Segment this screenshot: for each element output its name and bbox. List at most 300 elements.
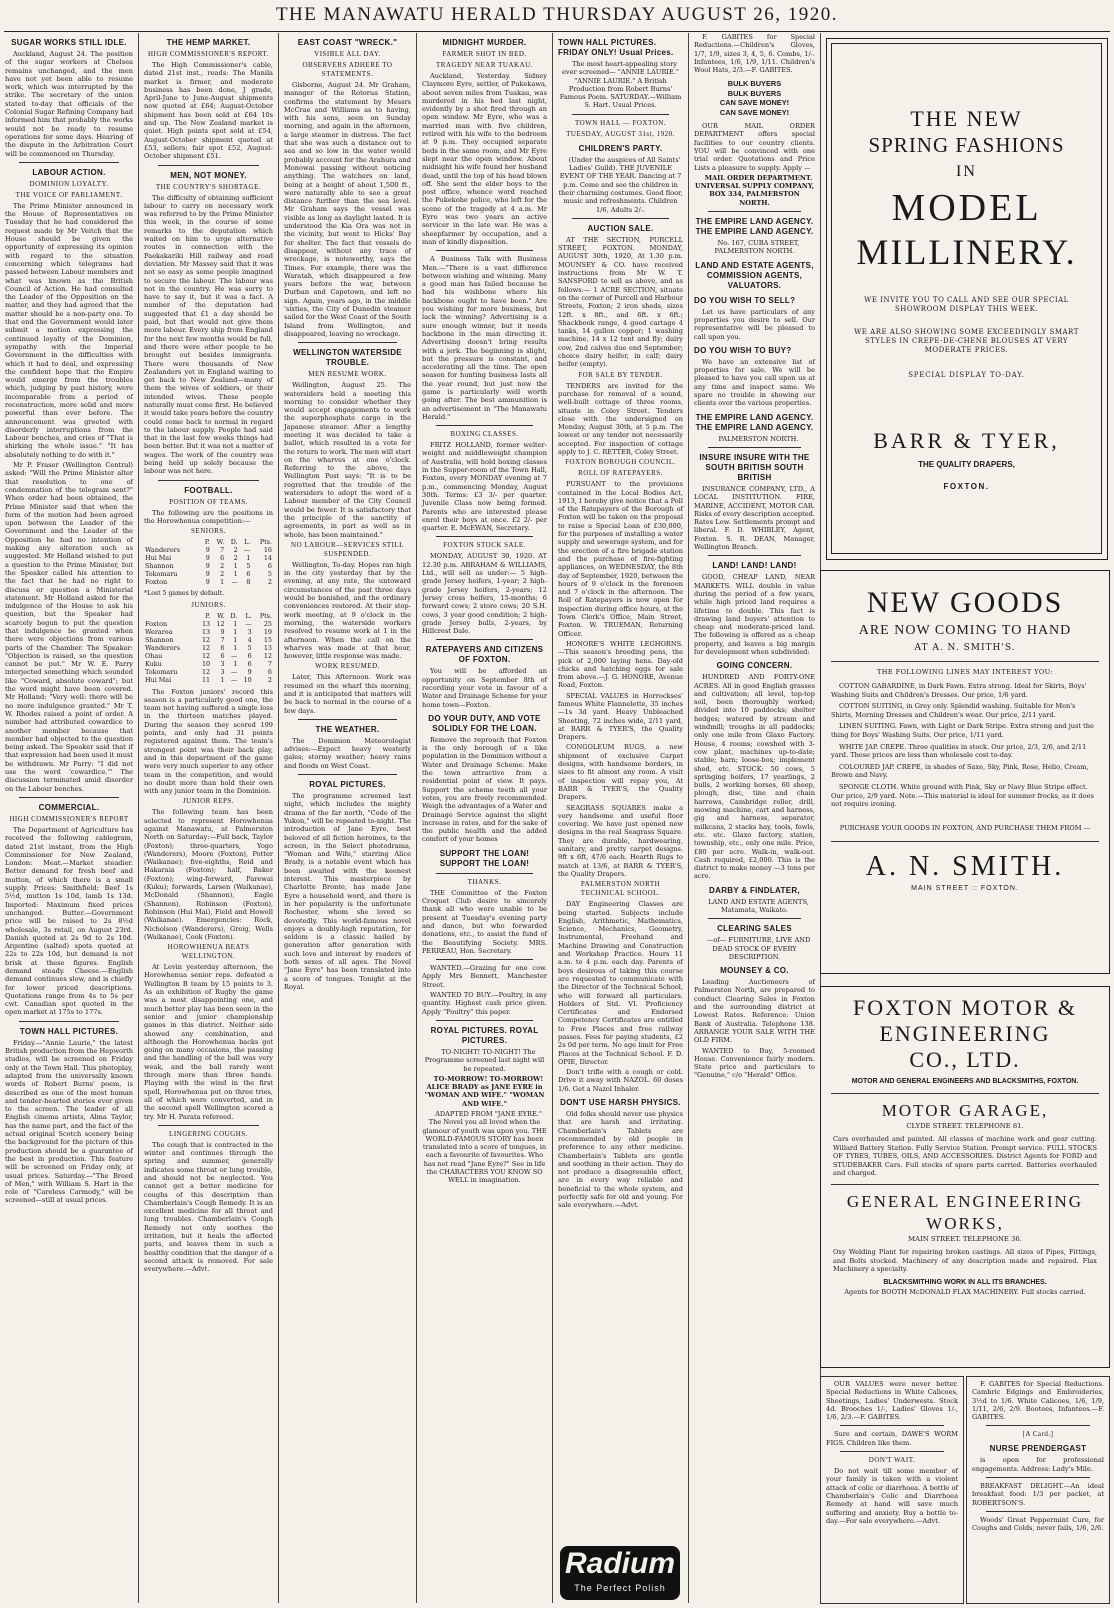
table-cell: 9 bbox=[247, 667, 252, 676]
table-cell: 16 bbox=[263, 546, 272, 555]
column-5 bbox=[553, 33, 688, 1603]
table-cell: 5 bbox=[246, 562, 251, 571]
ad-motor-line: FOXTON MOTOR & bbox=[853, 995, 1077, 1020]
radium-logo-tagline: The Perfect Polish bbox=[574, 1583, 666, 1593]
table-cell: Ohau bbox=[145, 651, 163, 660]
table-row bbox=[144, 660, 273, 668]
ad-works-text: Oxy Welding Plant for repairing broken castings. All sizes of Pipes, Fittings, and Bolts stocked. Machinery of any description made and repaired. Flax Machinery a specialty. bbox=[833, 1247, 1097, 1274]
headline-royal-pictures: ROYAL PICTURES. bbox=[309, 780, 386, 790]
ad-foxton-motor bbox=[820, 986, 1110, 1368]
article-no-labour: Wellington, To-day. Hopes ran high in the city yesterday that by the evening, at any rate, the untoward circumstances of the past three days would be banished, and the ordinary conveniences restored. At their stop-work meeting, at 9 o'clock in the morning, the waterside workers resolved to resume work at 1 in the afternoon. When the call on the wharves was made at that hour, however, little response was made. bbox=[284, 560, 411, 661]
article-east-coast-wreck: Gisborne, August 24. Mr Graham, manager of the Rotorua Station, confirms the statement by Messrs McCrae and Williams as to having, with his sons, seen on Sunday morning, and again in the afternoon, a large steamer in distress. The fact that she was such a distance out to sea and so low in the water would probably account for the Arahura and Monowai passing without noticing anything. The watchers on land, being at a height of about 1,500 ft., were naturally able to see a great distance further than the sea level. Mr Graham says the vessel was visible as long as daylight lasted. It is understood the Kia Ora was not in the vicinity, but went to Hicks' Bay for shelter. The fact that vessels do disappear, without any trace of wreckage, is noteworthy, says the Times. For example, there was the Waratah, which disappeared a few years before the war, between Durban and Capetown, and left no sign. Again, years ago, in the middle 'sixties, the City of Dunedin steamer sailed for the West Coast of the South Island from Wellington, and disappeared, leaving no wreckage. bbox=[284, 81, 411, 338]
table-row bbox=[144, 620, 273, 628]
table-cell: 6 bbox=[247, 659, 252, 668]
article-separator bbox=[19, 797, 119, 798]
ad-chamberlain-tablets: Old folks should never use physics that are harsh and irritating. Chamberlain's Tablets are recommended by old people in preference to any other medicine. Chamberlain's Tablets are gentle and soothing in their action. They do not produce a disagreeable effect, are in every way reliable and beneficial to the whole system, and perfectly safe for old and young. For sale everywhere.—Advt. bbox=[558, 1110, 683, 1210]
headline-weather: THE WEATHER. bbox=[315, 724, 380, 734]
article-work-resumed: Later, This Afternoon. Work was resumed on the wharf this morning, and it is anticipated that matters will be back to normal in the course of a few days. bbox=[284, 673, 411, 715]
article-commercial: The Department of Agriculture has received the following cablegram, dated 21st instant, from the High Commissioner for New Zealand, London: Meat.—Market steadier. Better demand for fresh beef and mutton, of which there is a small supply. Prices: Smithfield: Beef 1s 5½d, mutton 1s 10d, lamb 1s 13d. Imported: Maximum fixed prices unchanged. Butter.—Government price will be raised to 2s 8½d wholesale, 3s retail, on August 23rd. Danish quoted at 2s 9d to 2s 10d. Argentine (salted) spots quoted at 22s to 22s 10d, but demand is not brisk at these figures. English demand steady. Cheese.—English demand continues slow, and is chiefly for lower priced descriptions. Quotations range from 4s to 5s per cwt. Canadian spot quoted in the open market at 175s to 177s. bbox=[5, 825, 133, 1017]
table-cell: Hui Mai bbox=[145, 675, 172, 684]
bulk-line: CAN SAVE MONEY! bbox=[719, 107, 790, 117]
ad-tonight: TO-NIGHT! TO-NIGHT! The Programme screened last night will be repeated. bbox=[424, 1047, 545, 1073]
ad-smith-items bbox=[821, 677, 1109, 814]
table-header bbox=[144, 538, 200, 546]
table-header: W. bbox=[216, 538, 225, 547]
article-separator bbox=[840, 1451, 944, 1452]
masthead: THE MANAWATU HERALD THURSDAY AUGUST 26, 1920. bbox=[275, 4, 839, 25]
table-header: L. bbox=[244, 538, 251, 547]
table-cell: 12 bbox=[201, 667, 211, 676]
table-cell: 6 bbox=[267, 667, 272, 676]
article-football-juniors: The Foxton juniors' record this season is a particularly good one, the team not having suffered a single loss in the thirteen matches played. During the season they scored 199 points, and only had 31 points registered against them. The team's strongest point was their back play, and in this department of the game were very much superior to any other team in the competition, and would no doubt more than hold their own with any junior team in the Dominion. bbox=[144, 687, 273, 796]
ad-motor-sub: MOTOR AND GENERAL ENGINEERS AND BLACKSMITHS, FOXTON. bbox=[851, 1078, 1079, 1085]
table-cell: 1 bbox=[220, 578, 225, 587]
table-row bbox=[144, 644, 273, 652]
table-row bbox=[144, 628, 273, 636]
ad-seagrass: SEAGRASS SQUARES make a very handsome and useful floor covering. We have just opened new designs in the real Seagrass Square. They are durable, hardwearing, sanitary, and pretty carpet designs. 9ft x 6ft, 47/6 each. Hearth Rugs to match at 13/6, at BARR & TYER'S, the Quality Drapers. bbox=[558, 803, 683, 878]
article-separator bbox=[708, 447, 801, 448]
table-cell: 6 bbox=[220, 643, 225, 652]
table-cell: 7 bbox=[220, 546, 225, 555]
article-separator bbox=[986, 1425, 1090, 1426]
table-cell: 7 bbox=[220, 635, 225, 644]
table-cell: 6 bbox=[267, 562, 272, 571]
headline-town-hall-ad: TOWN HALL PICTURES. FRIDAY ONLY! Usual Prices. bbox=[558, 38, 674, 57]
table-cell: 3 bbox=[247, 627, 252, 636]
article-separator bbox=[298, 719, 397, 720]
ad-nurse: is open for professional engagements. Address: Lady's Mile. bbox=[972, 1456, 1104, 1473]
headline-town-hall-pictures: TOWN HALL PICTURES. bbox=[19, 1026, 119, 1036]
ad-leghorns: HONORE'S WHITE LEGHORNS. —This season's breeding pens, the pick of 2,000 laying hens. Day-old chicks and hatching eggs for sale from above.—J. G. HONORE, Avenue Road, Foxton. bbox=[558, 639, 683, 690]
table-header: P. bbox=[204, 538, 210, 547]
headline-hemp-market: THE HEMP MARKET. bbox=[166, 38, 251, 47]
table-cell: 10 bbox=[243, 675, 252, 684]
ad-smith-intro: THE FOLLOWING LINES MAY INTEREST YOU: bbox=[876, 668, 1054, 676]
ad-works-blacksmith: BLACKSMITHING WORK IN ALL ITS BRANCHES. bbox=[883, 1278, 1047, 1286]
article-labour-action: The Prime Minister announced in the House of Representatives on Tuesday that he had considered the request made by Mr Veitch that the House should be given the opportunity of expressing its opinion with regard to the situation concerning which telegrams had passed between Labour members and what was known as the British Council of Action. He had consulted the Leader of the Opposition on the matter, and they had agreed that the matter should be a non-party one. To that end the Government would later submit a motion expressing the continued loyalty of the Dominion, sympathy with the Imperial Government in the difficulties with which it had to deal, and expressing the confident hope that the Empire would emerge from the troubles which, judging by past history, were incomparable from a period of reconstruction, more solid and more powerful than ever before. The announcement was greeted with disorderly interruptions from the Labour benches, and cries of "That is shirking the whole issue." "It has absolutely nothing to do with it." bbox=[5, 201, 133, 459]
subheadline-party-date: TUESDAY, AUGUST 31st, 1920. bbox=[566, 129, 675, 138]
table-cell: 1 bbox=[233, 659, 238, 668]
ad-darby-address: LAND AND ESTATE AGENTS, Matamata, Waikato. bbox=[708, 897, 809, 914]
juniors-title: JUNIORS. bbox=[191, 600, 226, 609]
radium-polish-logo bbox=[560, 1546, 680, 1600]
table-cell: 7 bbox=[267, 659, 272, 668]
ad-divider bbox=[831, 661, 1099, 662]
column-4 bbox=[417, 33, 552, 1603]
table-cell: 13 bbox=[201, 619, 211, 628]
ad-barr-display: SPECIAL DISPLAY TO-DAY. bbox=[908, 371, 1025, 379]
article-separator bbox=[436, 639, 533, 640]
article-separator bbox=[572, 114, 669, 115]
table-cell: — bbox=[230, 675, 238, 684]
card-label: [A Card.] bbox=[1022, 1430, 1054, 1439]
subheadline-voice-parliament: THE VOICE OF PARLIAMENT. bbox=[15, 190, 123, 199]
list-item: COTTON GABARDINE, in Dark Fawn. Extra strong. Ideal for Skirts, Boys' Washing Suits and Children's Dresses. Our price, 1/6 yard. bbox=[831, 682, 1087, 699]
subheadline-work-resumed: WORK RESUMED. bbox=[315, 662, 380, 671]
article-midnight-murder: Auckland, Yesterday. Sidney Claymore Eyre, settler, of Pukekawa, about seven miles from Tuakau, was murdered in his bed last night, evidently by a shot fired through an open window. Mr Eyre, who was a married man with five children, retired with his wife to the bedroom at 9 p.m. They occupied separate beds in the same room, and Mr Eyre slept near the open window. About midnight his wife found her husband dead, until the top of his head blown off. She sent the elder boys to the post office, whence word reached the Pukekohe police, who left for the scene of the tragedy at 4 a.m. Mr Eyre was two years an active servicer in the late war. He was a sheepfarmer by occupation, and a man of kindly disposition. bbox=[422, 72, 547, 246]
ad-wanted-house: WANTED to Buy, 5-roomed House. Convenience fairly modern. State price and particulars to "Genuine," c/o "Herald" Office. bbox=[694, 1046, 815, 1080]
radium-logo-text: Radium bbox=[564, 1547, 675, 1580]
table-cell: 12 bbox=[201, 651, 211, 660]
bulk-line: BULK BUYERS bbox=[727, 79, 782, 89]
article-separator bbox=[436, 425, 533, 426]
table-cell: 6 bbox=[247, 651, 252, 660]
table-cell: — bbox=[231, 578, 238, 587]
headline-wish-sell: DO YOU WISH TO SELL? bbox=[694, 295, 796, 305]
table-cell: 8 bbox=[246, 578, 251, 587]
bulk-buyers-block bbox=[694, 79, 815, 117]
headline-insure: INSURE INSURE WITH THE SOUTH BRITISH SOUTH BRITISH bbox=[699, 452, 810, 482]
ad-jane-eyre: ADAPTED FROM "JANE EYRE." The Novel you all loved when the glamour of youth was upon you. THE WORLD-FAMOUS STORY has been translated into a score of tongues, in each a favourite of favourites. Who has not read "Jane Eyre?" See in life the CHARACTERS YOU KNOW SO WELL in imagination. bbox=[422, 1109, 547, 1185]
table-cell: 11 bbox=[201, 675, 211, 684]
table-header: Pts. bbox=[259, 538, 272, 547]
table-cell: 25 bbox=[263, 619, 272, 628]
headline-labour-action: LABOUR ACTION. bbox=[32, 167, 106, 177]
subheadline-tragedy-tuakau: TRAGEDY NEAR TUAKAU. bbox=[436, 61, 533, 69]
ad-motor-garage: MOTOR GARAGE, bbox=[881, 1101, 1049, 1120]
bottom-left-ads bbox=[820, 1376, 964, 1604]
seniors-title: SENIORS. bbox=[191, 527, 226, 536]
table-cell: Shannon bbox=[145, 635, 174, 644]
table-row bbox=[144, 668, 273, 676]
table-cell: 9 bbox=[205, 578, 210, 587]
article-separator bbox=[158, 480, 259, 481]
article-separator bbox=[708, 211, 801, 212]
ad-motor-garage-address: CLYDE STREET. TELEPHONE 81. bbox=[906, 1122, 1024, 1130]
table-cell: 5 bbox=[247, 643, 252, 652]
list-item: SPONGE CLOTH. White ground with Pink, Sky or Navy Blue Stripe effect. Our price, 2/9 yard. Note.—This material is ideal for summer frocks, as it does not require ironing. bbox=[831, 782, 1094, 809]
ad-works-address: MAIN STREET. TELEPHONE 36. bbox=[908, 1234, 1022, 1243]
ad-empire-place: PALMERSTON NORTH. bbox=[718, 434, 799, 443]
table-cell: Kuku bbox=[145, 659, 162, 668]
subheadline-boxing-classes: BOXING CLASSES. bbox=[450, 430, 519, 439]
column-1 bbox=[0, 33, 138, 1603]
article-lingering-coughs: The cough that is contracted in the winter and continues through the spring and summer, generally indicates some throat or lung trouble, and should not be neglected. You cannot get a better medicine for coughs of this description than Chamberlain's Cough Remedy. It is an excellent medicine for all throat and lung troubles. Chamberlain's Cough Remedy not only soothes the irritation, but it heals the affected parts, and leaves them in such a healthy condition that the danger of a second attack is removed. For sale everywhere.—Advt. bbox=[144, 1140, 273, 1274]
article-town-hall-pictures: Friday.—"Annie Laurie," the latest British production from the Hepworth studios, will be screened on Friday only at the Town Hall. This photoplay, adapted from the universally known words of Robert Burns' poem, is described as one of the most human and tender-hearted stories ever given to the screen. The leader of all English cinema artists, Alma Taylor, has the name part, and the fact of the actual original Scotch scenery being the background for the picture of this production should be a guarantee of the best in production. This feature will be screened on Friday only, at usual prices. Saturday.—"The Breed of Men," with William S. Hart in the role of "Careless Carmody," will be screened—still at usual prices. bbox=[5, 1038, 133, 1205]
table-cell: Tokomaru bbox=[145, 667, 178, 676]
subheadline-thanks: THANKS. bbox=[467, 877, 502, 886]
table-row bbox=[144, 546, 273, 554]
ad-barr-name: BARR & TYER, bbox=[873, 428, 1060, 453]
ad-worm-figs: Sure and certain, DAWE'S WORM FIGS. Children like them. bbox=[826, 1430, 958, 1447]
article-separator bbox=[986, 1477, 1090, 1478]
subheadline-no-labour: NO LABOUR—SERVICES STILL SUSPENDED. bbox=[291, 540, 404, 558]
subheadline-country-shortage: THE COUNTRY'S SHORTAGE. bbox=[155, 182, 262, 191]
ad-smith-headline: NEW GOODS bbox=[866, 586, 1064, 619]
article-separator bbox=[436, 873, 533, 874]
ad-woods-cure: Woods' Great Peppermint Cure, for Coughs and Colds, never fails, 1/6, 2/6. bbox=[972, 1515, 1104, 1533]
table-row bbox=[144, 652, 273, 660]
headline-do-your-duty: DO YOUR DUTY, AND VOTE SOLIDLY FOR THE LOAN. bbox=[428, 713, 541, 733]
table-cell: Foxton bbox=[145, 578, 168, 587]
ad-line: THE NEW bbox=[910, 106, 1023, 131]
article-hemp-market: The High Commissioner's cable, dated 21st inst., reads: The Manila market is firmer, and moderate business has been done, J grade, April-June to June-August shipments now quoted at £64; August-October shipment has been sold at £64 10s and up. The New Zealand market is quiet. High points spot sold at £54, August-October shipment quoted at £53, sellers; fair spot £52, August-October shipment £51. bbox=[144, 61, 273, 161]
headline-royal-pictures-ad: ROYAL PICTURES. ROYAL PICTURES. bbox=[430, 1025, 539, 1045]
headline-auction-sale: AUCTION SALE. bbox=[587, 223, 654, 233]
subheadline-men-resume: MEN RESUME WORK. bbox=[308, 370, 387, 379]
table-cell: Wanderers bbox=[145, 643, 180, 652]
juniors-table bbox=[144, 612, 273, 684]
article-separator bbox=[708, 555, 801, 556]
column-3 bbox=[279, 33, 416, 1603]
ad-line: MILLINERY. bbox=[856, 232, 1077, 272]
table-row bbox=[144, 562, 273, 570]
masthead-rule bbox=[4, 31, 1110, 32]
table-cell: 12 bbox=[263, 651, 272, 660]
ad-barr-tagline: THE QUALITY DRAPERS, bbox=[918, 460, 1015, 469]
article-separator bbox=[840, 1425, 944, 1426]
table-cell: 19 bbox=[263, 627, 272, 636]
subheadline-horowhenua-beats: HOROWHENUA BEATS WELLINGTON. bbox=[167, 943, 250, 961]
table-cell: 4 bbox=[247, 635, 252, 644]
table-header bbox=[144, 612, 197, 620]
table-cell: — bbox=[230, 651, 238, 660]
ad-smith-name: A. N. SMITH. bbox=[865, 850, 1065, 882]
headline-land-land: LAND! LAND! LAND! bbox=[712, 561, 797, 571]
table-header: D. bbox=[230, 538, 238, 547]
headline-mounsey: MOUNSEY & CO. bbox=[720, 966, 789, 976]
ad-works-line: GENERAL ENGINEERING bbox=[846, 1191, 1084, 1211]
article-separator bbox=[436, 1020, 533, 1021]
article-business-talk: A Business Talk with Business Men.—"There is a vast difference between wishing and winning. Many a good man has failed because he had his wishbone where his backbone ought to have been." Are you wishing for more business, but lack the winning? Advertising is a sure enough winner, but it needs backbone in the man directing it. Advertising doesn't bring results with a jerk. The beginning is slight, but the pressure is constant, and accelerating all the time. The open season for hunting business lasts all the year round, but just now the game is particularly well worth going after. The best ammunition is an advertisement in "The Manawatu Herald." bbox=[422, 255, 547, 421]
ad-our-values: OUR VALUES were never better. Special Reductions in White Calicoes, Sheetings, Ladies' Underwests. Stock 4d. Brooches 1/-, Ladies' Gloves 1/-, 1/6, 2/3.—F. GABITES. bbox=[826, 1380, 958, 1422]
ad-smith-subhead: ARE NOW COMING TO HAND bbox=[858, 623, 1072, 638]
column-6 bbox=[689, 33, 820, 1603]
list-item: COLOURED JAP. CREPE, in shades of Saxe, Sky, Pink, Rose, Helio, Cream, Brown and Navy. bbox=[831, 762, 1089, 780]
ad-motor-line: CO., LTD. bbox=[909, 1047, 1021, 1072]
article-men-not-money: The difficulty of obtaining sufficient labour to carry on necessary work was referred to by the Prime Minister this week, in the course of some remarks to the deputation which waited on him to urge alternative routes in connection with the Paekakariki Hill railway and road deviation. Mr Massey said that it was not so easy as some people imagined to secure the labour. The labour was not in the country. He was sorry to have to say it, but it was a fact. A number of the deputation had suggested that £1 a day should be paid, but that would not give them more labour. Every ship from England for the next few months would be full, and there were other people to be brought out besides immigrants. There were thousands of New Zealanders yet in England waiting to get back to New Zealand—many of them the wives of soldiers, or their intended wives. These people naturally must come first. He believed it would take years before the country could come back to normal in regard to the labour supply. People had said that in the last few weeks things had been better. But it was not a matter of wages. The work of the country was being held up solely because the labour was not here. bbox=[144, 193, 273, 476]
ad-line: SPRING FASHIONS bbox=[868, 133, 1065, 157]
table-row bbox=[144, 578, 273, 586]
table-cell: Weraroa bbox=[145, 627, 173, 636]
ad-wish-sell: Let us have particulars of any properties you desire to sell. Our representative will be pleased to call upon you. bbox=[694, 307, 815, 341]
article-labour-action-cont: Mr P. Fraser (Wellington Central) asked: "Will the Prime Minister alter that resolution to one of condemnation of the telegram sent?" When order had been obtained, the Prime Minister said that when the form of the motion had been agreed upon between the Leader of the Government and the Leader of the Opposition he had no intention of making any alteration such as suggested. Mr Holland wished to put a question to the Prime Minister, but the Speaker called his attention to the fact that he had no right to discuss or question a Ministerial statement. Mr Holland asked for the indulgence of the House to ask his question, but the Speaker had scarcely begun to put the question that indulgence be granted when there were objections from various parts of the Chamber. The Speaker: "Objection is raised, so the question cannot be put." Mr W. E. Parry interjected something which sounded like "Coward, absolute coward"; but the word might have been covered. Mr Holland: "Very well: there will be no more indulgence granted." Mr T. W. Rhodes raised a point of order. A number had attributed cowardice to another member because that member had objected to the question being asked. The Speaker said that if that expression had been used it must be withdrawn. Mr Parry: "I did not use the word 'cowardice.'" The discussion terminated amid disorder on the Labour benches. bbox=[5, 461, 133, 793]
headline-ratepayers: RATEPAYERS AND CITIZENS OF FOXTON. bbox=[425, 645, 544, 665]
table-cell: 9 bbox=[220, 627, 225, 636]
table-row bbox=[144, 554, 273, 562]
headline-waterside-trouble: WELLINGTON WATERSIDE TROUBLE. bbox=[293, 348, 402, 368]
headline-childrens-party: CHILDREN'S PARTY. bbox=[578, 143, 663, 153]
subheadline-lingering-coughs: LINGERING COUGHS. bbox=[169, 1129, 248, 1138]
ad-divider bbox=[831, 1093, 1099, 1094]
ad-wanted-poultry: WANTED TO BUY.—Poultry, in any quantity. Highest cash price given. Apply "Poultry" this paper. bbox=[422, 991, 547, 1016]
article-sugar-works: Auckland, August 24. The position of the sugar workers at Chelsea remains unchanged, and the men have not yet been able to resume work, which was interrupted by the strike. The secretary of the union stated to-day that officials of the Colonial Sugar Refining Company had informed him that probably the works would not be ready to resume operations for some days. Hearing of the dispute in the Arbitration Court will be commenced on Thursday. bbox=[5, 50, 133, 158]
article-weather: The Dominion Meteorologist advises:—Expect heavy westerly gales; stormy weather; heavy rains and floods on West Coast. bbox=[284, 736, 411, 770]
article-separator bbox=[298, 342, 397, 343]
article-separator bbox=[572, 218, 669, 219]
headline-east-coast-wreck: EAST COAST "WRECK." bbox=[297, 38, 398, 47]
ad-barr-tyer-inner-border bbox=[831, 43, 1102, 554]
table-header-row bbox=[144, 538, 273, 546]
headline-going-concern: GOING CONCERN. bbox=[716, 661, 793, 671]
article-separator bbox=[436, 536, 533, 537]
ad-auction-sale: AT THE SECTION, PURCELL STREET, FOXTON. MONDAY, AUGUST 30th, 1920, At 1.30 p.m. MOUNSEY & CO. have received instructions from Mr W. T. SANSFORD to sell as above, and as follows:— 1 ACRE SECTION, situate on the corner of Purcell and Harbour Streets, Foxton; 2 iron sheds, sizes 12ft. x 8ft., and 6ft. x 6ft.; Shackbook range, 4 good cartage 4 tanks, 14 gallon copper; 1 washing machine, 14 x 12 tent and fly; dairy cow, 2nd calves due end September; choice dairy heifer, in calf; dairy heifer (empty). bbox=[558, 235, 683, 369]
headline-darby-findlater: DARBY & FINDLATER, bbox=[709, 885, 800, 895]
bottom-right-ads bbox=[966, 1376, 1110, 1604]
table-cell: Wanderers bbox=[145, 546, 180, 555]
subheadline-junior-reps: JUNIOR REPS. bbox=[182, 797, 235, 806]
ad-congoleum: CONGOLEUM RUGS, a new shipment of exclusive Carpet designs, with handsome borders, in sizes to fit almost any room. A visit of inspection will repay you, At BARR & TYER'S, the Quality Drapers. bbox=[558, 743, 683, 802]
ad-divider bbox=[831, 1184, 1099, 1185]
list-item: COTTON SUITING, in Grey only. Splendid washing. Suitable for Men's Shirts, Morning Dresses and Children's wear. Our price, 2/11 yard. bbox=[831, 702, 1076, 719]
list-item: LINEN SUITING. Fawn, with Light or Dark Stripe. Extra strong and just the thing for Boys' Washing Suits. Our price, 1/11 yard. bbox=[831, 722, 1094, 739]
ad-breakfast: BREAKFAST DELIGHT.—An ideal breakfast food: 1/3 per packet, at ROBERTSON'S. bbox=[972, 1482, 1104, 1507]
table-cell: 1 bbox=[246, 554, 251, 563]
article-separator bbox=[19, 162, 119, 163]
ad-childrens-party: (Under the auspices of All Saints' Ladies' Guild). THE JUVENILE EVENT OF THE YEAR. Dancing at 7 p.m. Come and see the children in their charming costumes. Good floor, music and refreshments. Children 1/6, Adults 2/-. bbox=[558, 155, 683, 214]
table-cell: — bbox=[230, 667, 238, 676]
ad-gabites-cambric: F. GABITES for Special Reductions. Cambric Edgings and Embroideries, 3½d to 1/6. White Calicoes, 1/6, 1/9, 1/11, 2/6, 2/9. Bootees, Infantees.—F. GABITES. bbox=[972, 1380, 1104, 1422]
ad-colic-remedy: Do not wait till some member of your family is taken with a violent attack of colic or diarrhoea. A bottle of Chamberlain's Colic and Diarrhoea Remedy at hand will save much suffering and anxiety. Buy a bottle to-day.—For sale everywhere.—Advt. bbox=[826, 1467, 958, 1525]
table-cell: 1 bbox=[220, 675, 225, 684]
article-separator bbox=[19, 1021, 119, 1022]
table-cell: 9 bbox=[205, 546, 210, 555]
table-cell: 9 bbox=[205, 562, 210, 571]
headline-empire-land-2: THE EMPIRE LAND AGENCY. THE EMPIRE LAND AGENCY. bbox=[695, 412, 814, 432]
article-royal-pictures: The programme screened last night, which includes the mighty drama of the far north, "Code of the Yukon," will be repeated to-night. The introduction of Jane Eyre, best beloved of all fiction heroines, to the screen, in the Select photodrama, "Woman and Wife," starring Alice Brady, is a notable event which has been awaited with the keenest interest. This masterpiece by Charlotte Bronte, has made Jane Eyre a household word, and there is in her popularity is the unfortunate Rochester, whom she loved so devotedly. This world-famous novel enjoys a doubly-high reputation, for seldom is a classic hailed by generation after generation with such love and interest by readers of both sexes of all ages. The Novel "Jane Eyre" has been translated into a score of tongues. Tonight at the Royal. bbox=[284, 792, 411, 991]
subheadline-sale-tender: FOR SALE BY TENDER. bbox=[578, 370, 663, 379]
subheadline-borough-council: FOXTON BOROUGH COUNCIL. bbox=[565, 458, 676, 467]
ad-stock-sale: MONDAY, AUGUST 30, 1920. AT 12.30 p.m. ABRAHAM & WILLIAMS, Ltd., will sell as under:— 5 high-grade Jersey heifers, 1-year; 2 high-grade Jersey heifers, 2-years; 12 Jersey cross heifers, 15-months; 6 forward cows; 2 store cows; 20 S.H. cows, 3 year good condition; 2 high-grade Jersey bulls, 2-years, by Hillcrest Dale. bbox=[422, 552, 547, 636]
ad-annie-laurie: The most heart-appealing story ever screened— "ANNIE LAURIE." "ANNIE LAURIE." A British Production from Robert Burns' Famous Poem. SATURDAY.—William S. Hart. Usual Prices. bbox=[559, 60, 682, 110]
table-cell: 3 bbox=[220, 667, 225, 676]
article-football-intro: The following are the positions in the Horowhenua competition:— bbox=[144, 508, 273, 525]
table-header: L. bbox=[245, 611, 252, 620]
ad-cheap-land: GOOD, CHEAP LAND, NEAR MARKETS. WILL double in value during the period of a few years, while high priced land requires a lifetime to double. This fact is drawing land buyers' attention to cheap and moderate-priced land. The following is offered as a cheap property, and leaves a big margin for development when subdivided: bbox=[694, 573, 815, 656]
ad-gabites-gloves: F. GABITES for Special Reductions.—Children's Gloves, 1/7, 1/9, sizes 3, 4, 5, 6. Combs, 1/-. Infantees, 1/6, 1/9, 1/11. Children's Wool Hats, 2/3.—F. GABITES. bbox=[694, 33, 815, 75]
article-waterside-trouble: Wellington, August 25. The watersiders held a meeting this morning to consider whether they would accept engagements to work the superphosphate cargo in the Japanese steamer. After a lengthy meeting it was decided to take a ballot, which resulted in a vote for the return to work. The men will start on the wharves at one o'clock. Referring to the above, the Wellington Post says: "It is to be regretted that the trouble of the watersiders to adopt the word of a Labour member of the City Council would be fewer. It is satisfactory that the principle of the sanctity of agreements, in part as well as in whole, has been maintained." bbox=[284, 381, 411, 539]
ad-barr-blouses: WE ARE ALSO SHOWING SOME EXCEEDINGLY SMART STYLES IN CREPE-DE-CHENE BLOUSES AT VERY MODERATE PRICES. bbox=[854, 328, 1079, 354]
ad-mail-order: OUR MAIL ORDER DEPARTMENT offers special facilities to our country clients. YOU will be convinced with one trial order. Quotations and Price Lists a pleasure to supply. Apply — bbox=[694, 122, 815, 172]
article-separator bbox=[158, 165, 259, 166]
table-cell: 6 bbox=[246, 570, 251, 579]
article-separator bbox=[436, 959, 533, 960]
subheadline-position-teams: POSITION OF TEAMS. bbox=[169, 497, 248, 506]
table-row bbox=[144, 636, 273, 644]
table-cell: 1 bbox=[233, 643, 238, 652]
headline-nurse: NURSE PRENDERGAST bbox=[989, 1444, 1087, 1454]
headline-midnight-murder: MIDNIGHT MURDER. bbox=[442, 38, 527, 47]
ad-barr-tyer bbox=[826, 38, 1108, 560]
headline-empire-land: THE EMPIRE LAND AGENCY. THE EMPIRE LAND AGENCY. bbox=[695, 217, 814, 237]
ad-tenders: TENDERS are invited for the purchase for removal of a sound, well-built cottage of three rooms, situate in Coley Street. Tenders close with the undersigned on Monday, August 30th, at 5 p.m. The lowest or any tender not necessarily accepted. For inspection of cottage apply to J. C. RETTER, Coley Street. bbox=[558, 381, 683, 456]
table-cell: 2 bbox=[267, 578, 272, 587]
headline-land-agents: LAND AND ESTATE AGENTS, COMMISSION AGENTS, VALUATORS. bbox=[695, 260, 814, 290]
column-2 bbox=[139, 33, 278, 1603]
table-cell: 15 bbox=[263, 635, 272, 644]
headline-men-not-money: MEN, NOT MONEY. bbox=[170, 170, 247, 180]
subheadline-dominion-loyalty: DOMINION LOYALTY. bbox=[29, 179, 109, 188]
subheadline-hemp-report: HIGH COMMISSIONER'S REPORT. bbox=[148, 50, 269, 58]
ad-wish-buy: We have an extensive list of properties for sale. We will be pleased to have you call upon us at any time and inspect same. We spare no trouble in showing our clients over the various properties. bbox=[694, 357, 815, 408]
article-separator bbox=[158, 1125, 259, 1126]
table-cell: 9 bbox=[205, 554, 210, 563]
ad-141-acres: HUNDRED AND FORTY-ONE ACRES. All in good English grasses and cultivation; all level, top-top soil, been thoroughly worked; divided into 10 paddocks; shelter hedges; watered by stream and windmill; troughs in all paddocks; only one mile from Glaxo Factory. House, 4 rooms; cowshed with 3-cow plant, machines up-to-date; stable; barn; loose-box; implement shed, etc. STOCK: 50 cows, 5 springing heifers, 17 yearlings, 2 bulls, 2 working horses, 60 sheep, plough, disc, tine and chain harrows, Cambridge roller, drill, mowing machine, cart and harness, gig and harness, separator, milkcans, 2 stacks hay, tools, fowls, etc. etc. Glaxo factory, station, township, etc., only one mile. Price, £80 per acre. Walk-in, walk-out. Cash required, £2,000. This is the district to make money —3 tons per acre. bbox=[694, 673, 815, 881]
subheadline-high-commissioner: HIGH COMMISSIONER'S REPORT bbox=[9, 814, 129, 823]
ad-line: MODEL bbox=[891, 187, 1042, 229]
table-cell: 13 bbox=[201, 627, 211, 636]
headline-football: FOOTBALL. bbox=[184, 485, 233, 495]
ad-special-values: SPECIAL VALUES in Horrockses' famous White Flannelette, 35 inches—1s 3d yard. Heavy Unbleached Sheeting, 72 inches wide, 2/11 yard, at BARR & TYER'S, the Quality Drapers. bbox=[558, 691, 683, 742]
table-header: P. bbox=[205, 611, 211, 620]
table-row bbox=[144, 570, 273, 578]
ad-nazol: Don't trifle with a cough or cold. Drive it away with NAZOL. 60 doses 1/6. Get a Nazol Inhaler. bbox=[558, 1068, 683, 1093]
ad-smith bbox=[820, 570, 1110, 974]
table-cell: 12 bbox=[201, 643, 211, 652]
table-cell: 2 bbox=[267, 675, 272, 684]
table-cell: 12 bbox=[216, 619, 225, 628]
seniors-table bbox=[144, 538, 273, 586]
table-cell: 1 bbox=[233, 635, 238, 644]
ad-empire-address: No. 167, CUBA STREET, PALMERSTON NORTH. bbox=[714, 239, 800, 256]
subheadline-visible-all-day: VISIBLE ALL DAY. bbox=[314, 50, 381, 58]
ad-loan-text: Remove the reproach that Foxton is the only borough of a like population in the Dominion without a Water and Drainage Scheme. Make the town attractive from a residential point of view. It pays. Support the scheme teeth all your votes, you are freely recommended. Weigh the advantages of a Water and Drainage Service against the slight increase in rates, and for the sake of the public health and the added comfort of your homes bbox=[422, 735, 547, 844]
table-cell: Tokomaru bbox=[145, 570, 178, 579]
ad-works-agents: Agents for BOOTH McDONALD FLAX MACHINERY. Full stocks carried. bbox=[844, 1287, 1086, 1296]
headline-harsh-physics: DON'T USE HARSH PHYSICS. bbox=[560, 1098, 681, 1108]
subheadline-technical-school: PALMERSTON NORTH TECHNICAL SCHOOL. bbox=[580, 880, 661, 898]
table-cell: 10 bbox=[201, 659, 211, 668]
ad-barr-invite: WE INVITE YOU TO CALL AND SEE OUR SPECIAL SHOWROOM DISPLAY THIS WEEK. bbox=[864, 296, 1069, 313]
ad-motor-line: ENGINEERING bbox=[879, 1021, 1051, 1046]
subheadline-roll-ratepayers: ROLL OF RATEPAYERS. bbox=[578, 469, 663, 478]
ad-divider bbox=[831, 841, 1099, 842]
headline-clearing-sales: CLEARING SALES bbox=[717, 924, 792, 934]
subheadline-observers: OBSERVERS ADHERE TO STATEMENTS. bbox=[302, 61, 393, 78]
table-cell: 1 bbox=[233, 562, 238, 571]
table-header: D. bbox=[230, 611, 238, 620]
ad-tomorrow: TO-MORROW! TO-MORROW! ALICE BRADY as JANE EYRE in "WOMAN AND WIFE." "WOMAN AND WIFE." bbox=[424, 1074, 545, 1108]
table-header-row bbox=[144, 612, 273, 620]
table-cell: 3 bbox=[220, 659, 225, 668]
ad-smith-at: AT A. N. SMITH'S. bbox=[914, 643, 1016, 653]
article-separator bbox=[298, 774, 397, 775]
ad-boxing-classes: FRITZ HOLLAND, former welter-weight and middleweight champion of Australia, will hold boxing classes in the Supper-room of the Town Hall, Foxton, every MONDAY evening at 7 p.m., commencing Monday, August 30th. Terms: £3 3/- per quarter. Juvenile Class now being formed. Parents who are interested please enrol their boys at once. £2 2/- per quarter. E. McEWAN, Secretary. bbox=[422, 441, 547, 533]
ad-clearing-sales: —of— FURNITURE, LIVE AND DEAD STOCK OF EVERY DESCRIPTION. bbox=[706, 936, 811, 961]
subheadline-town-hall-foxton: TOWN HALL — FOXTON. bbox=[574, 118, 667, 127]
ad-smith-cta: PURCHASE YOUR GOODS IN FOXTON, AND PURCHASE THEM FROM — bbox=[839, 823, 1091, 832]
table-cell: 1 bbox=[233, 570, 238, 579]
table-cell: 2 bbox=[220, 570, 225, 579]
table-cell: 9 bbox=[205, 570, 210, 579]
table-header: W. bbox=[217, 611, 225, 620]
table-row bbox=[144, 676, 273, 684]
ad-barr-place: FOXTON. bbox=[943, 482, 990, 491]
table-cell: 6 bbox=[220, 651, 225, 660]
article-separator bbox=[708, 918, 801, 919]
ad-technical-school: DAY Engineering Classes are being started. Subjects include English, Arithmetic, Mathematics, Science, Mechanics, Geometry, Instrumental, Freehand and Machine Drawing and Construction and Workshop Practice. Hours 11 a.m. to 4 p.m. each day. Parents of boys desirous of taking this course are requested to communicate with the Director of the Technical School, who will forward all particulars. Holders of Std. VI. Proficiency Certificates and Endorsed Competency Certificates are entitled to Free Places and free railway passes. Fees for paying students, £2 2s 0d per term. No age limit for Free Places at the Technical School. F. D. OPIE, Director. bbox=[558, 900, 683, 1066]
ad-smith-address: MAIN STREET :: FOXTON. bbox=[911, 884, 1019, 892]
bulk-line: BULK BUYERS bbox=[727, 88, 782, 98]
headline-dont-wait: DON'T WAIT. bbox=[868, 1456, 916, 1465]
table-cell: — bbox=[244, 546, 251, 555]
subheadline-stock-sale: FOXTON STOCK SALE. bbox=[443, 541, 526, 550]
table-cell: 13 bbox=[263, 643, 272, 652]
article-separator bbox=[436, 250, 533, 251]
table-cell: Foxton bbox=[145, 619, 168, 628]
table-cell: Shannon bbox=[145, 562, 174, 571]
table-cell: 1 bbox=[233, 627, 238, 636]
ad-works-line: WORKS, bbox=[926, 1213, 1004, 1233]
seniors-note: *Lost 5 games by default. bbox=[144, 590, 225, 598]
ad-south-british: INSURANCE COMPANY, LTD., A LOCAL INSTITUTION. FIRE, MARINE, ACCIDENT, MOTOR CAR. Risks of every description accepted. Rates Low. Settlements prompt and liberal. F. D. WHIBLEY, Agent, Foxton. S. R. DEAN, Manager, Wellington Branch. bbox=[694, 484, 816, 552]
list-item: WHITE JAP. CREPE. Three qualities in stock. Our price, 2/3, 2/6, and 2/11 yard. These prices are less than wholesale cost to-day. bbox=[831, 742, 1087, 760]
ad-thanks: THE Committee of the Foxton Croquet Club desire to sincerely thank all who were unable to be present at Tuesday's evening party and dance, but who forwarded donations, etc., to assist the fund of the Beautifying Society. MRS. PERREAU, Hon. Secretary. bbox=[422, 888, 547, 955]
headline-commercial: COMMERCIAL. bbox=[38, 802, 100, 812]
table-cell: Hui Mai bbox=[145, 554, 172, 563]
table-cell: 2 bbox=[233, 546, 238, 555]
table-cell: 2 bbox=[233, 554, 238, 563]
